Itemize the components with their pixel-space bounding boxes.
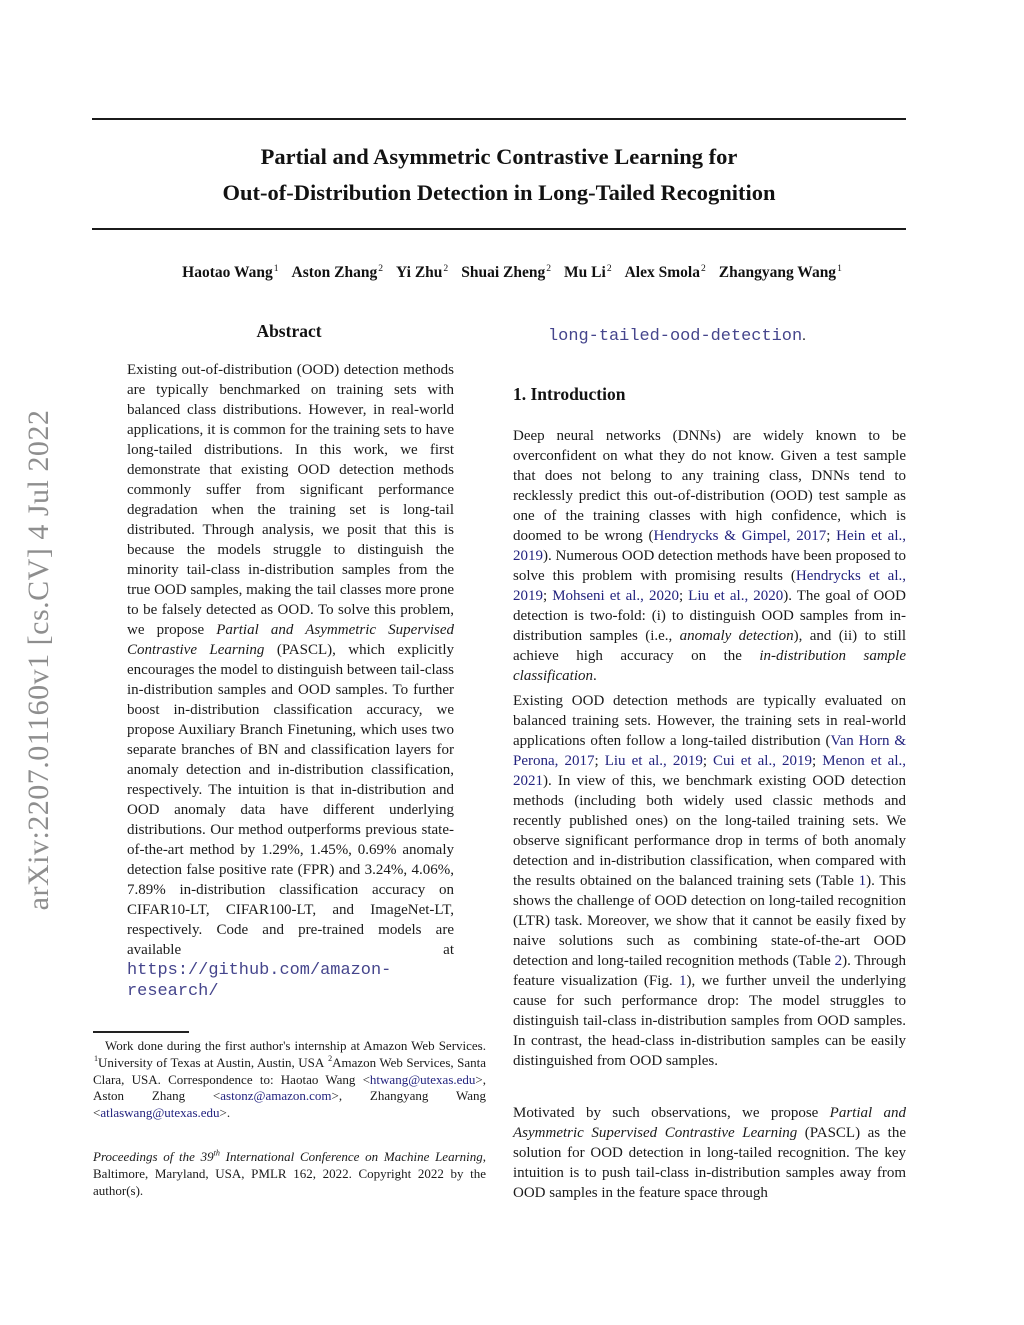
text-segment: 2 (328, 1054, 333, 1064)
inline-link[interactable]: Liu et al., 2019 (604, 753, 703, 769)
text-segment: International Conference on Machine Learning (219, 1149, 483, 1164)
inline-link[interactable]: htwang@utexas.edu (369, 1071, 476, 1087)
text-segment: ). Through feature visualization (Fig. (513, 953, 906, 989)
text-segment: ; (678, 588, 689, 604)
text-segment: ), we further unveil the underlying cause for such performance drop: The model struggles to distinguish tail-class in-distribution samples from OOD samples. In contrast, the head-class in-distribution samples can be easily distinguished from OOD samples. (513, 973, 906, 1069)
text-segment: Alex Smola (624, 264, 700, 281)
repo-url-continuation (548, 327, 806, 346)
text-segment: ), and (ii) to still achieve high accuracy on the (513, 628, 906, 664)
text-segment: Motivated by such observations, we propose (513, 1105, 830, 1121)
text-segment: Proceedings of the 39 (93, 1149, 214, 1164)
text-segment: Partial and Asymmetric Supervised Contrastive Learning (127, 622, 455, 658)
text-segment: . (593, 668, 597, 684)
paper-title (92, 139, 906, 211)
introduction-heading: 1. Introduction (513, 384, 626, 404)
text-segment: ; (812, 753, 823, 769)
text-segment: 2 (700, 262, 706, 274)
paper-title-line1: Partial and Asymmetric Contrastive Learning for (260, 144, 738, 169)
text-segment: Yi Zhu (396, 264, 443, 281)
text-segment: ; (594, 753, 605, 769)
inline-link[interactable]: Hendrycks et al., 2019 (513, 568, 906, 604)
text-segment: Existing out-of-distribution (OOD) detection methods are typically benchmarked on training sets with balanced class distributions. However, in real-world applications, it is common for the training sets to have long-tailed distributions. In this work, we first demonstrate that existing OOD detection methods commonly suffer from significant performance degradation when the training set is long-tail distributed. Through analysis, we posit that this is because the models struggle to distinguish the minority tail-class in-distribution samples from the true OOD samples, making the tail classes more prone to be falsely detected as OOD. To solve this problem, we propose (127, 362, 454, 638)
text-segment: Haotao Wang (182, 264, 273, 281)
text-segment: ). In view of this, we benchmark existing OOD detection methods (including both widely used classic methods and recently published ones) on the long-tailed training sets. We observe significant performance drop in terms of both anomaly detection and in-distribution classification, when compared with the results obtained on the balanced training sets (Table (513, 773, 906, 889)
inline-link[interactable]: 1 (858, 873, 867, 889)
inline-link[interactable]: astonz@amazon.com (220, 1088, 332, 1104)
paper-title-line2: Out-of-Distribution Detection in Long-Tailed Recognition (222, 180, 776, 205)
text-segment: 1 (837, 262, 842, 274)
proceedings-text (93, 1149, 486, 1199)
text-segment: in-distribution sample classification (513, 648, 907, 684)
intro-paragraph-3 (513, 1103, 906, 1203)
header-rule-bottom (92, 228, 906, 230)
intro-paragraph-1 (513, 426, 906, 686)
inline-link[interactable]: 1 (679, 973, 687, 989)
text-segment: >, Zhangyang Wang < (93, 1088, 486, 1121)
inline-link[interactable]: Liu et al., 2020 (688, 588, 784, 604)
text-segment: . (802, 328, 806, 344)
text-segment: ; (826, 528, 837, 544)
text-segment: Aston Zhang (291, 264, 378, 281)
text-segment: Zhangyang Wang (718, 264, 837, 281)
intro-paragraph-2 (513, 691, 906, 1071)
text-segment: 1 (273, 262, 279, 274)
text-segment: 2 (606, 262, 612, 274)
text-segment: >, Aston Zhang < (93, 1071, 486, 1104)
url-link[interactable]: https://github.com/amazon-research/ (127, 961, 392, 1001)
text-segment: ). This shows the challenge of OOD detection on long-tailed recognition (LTR) task. Moreover, we show that it cannot be easily fixed by naive solutions such as combining state-of-the-art OOD detection and long-tailed recognition methods (Table (513, 873, 906, 969)
text-segment: ). The goal of OOD detection is two-fold: (i) to distinguish OOD samples from in-distribution samples (i.e., (513, 588, 906, 644)
abstract-text (127, 360, 454, 1002)
inline-link[interactable]: Menon et al., 2021 (513, 753, 906, 789)
footnote-rule (93, 1031, 189, 1033)
text-segment: Existing OOD detection methods are typically evaluated on balanced training sets. However, the training sets in real-world applications often follow a long-tailed distribution ( (513, 693, 906, 749)
inline-link[interactable]: Mohseni et al., 2020 (552, 588, 679, 604)
text-segment: Shuai Zheng (461, 264, 546, 281)
text-segment: ; (543, 588, 553, 604)
abstract-heading: Abstract (256, 321, 322, 341)
inline-link[interactable]: Cui et al., 2019 (713, 753, 813, 769)
inline-link[interactable]: 2 (834, 953, 843, 969)
text-segment: Partial and Asymmetric Supervised Contrastive Learning (513, 1105, 907, 1141)
inline-link[interactable]: Hein et al., 2019 (513, 528, 906, 564)
url-link[interactable]: long-tailed-ood-detection (548, 327, 803, 346)
inline-link[interactable]: atlaswang@utexas.edu (100, 1105, 220, 1121)
text-segment: , Baltimore, Maryland, USA, PMLR 162, 2022. Copyright 2022 by the author(s). (93, 1149, 486, 1198)
text-segment: ). Numerous OOD detection methods have been proposed to solve this problem with promising results ( (513, 548, 906, 584)
text-segment: Work done during the first author's internship at Amazon Web Services. (105, 1038, 486, 1053)
text-segment: (PASCL) as the solution for OOD detection in long-tailed recognition. The key intuition is to push tail-class in-distribution samples away from OOD samples in the feature space through (513, 1125, 906, 1201)
text-segment: th (213, 1148, 220, 1158)
text-segment: 1 (94, 1054, 99, 1064)
text-segment: 2 (443, 262, 449, 274)
text-segment: Mu Li (564, 264, 606, 281)
text-segment: ; (702, 753, 714, 769)
arxiv-stamp: arXiv:2207.01160v1 [cs.CV] 4 Jul 2022 (22, 409, 55, 911)
text-segment: anomaly detection (679, 628, 794, 644)
footnote-text (93, 1038, 486, 1122)
text-segment: 2 (546, 262, 552, 274)
text-segment: Amazon Web Services, Santa Clara, USA. Correspondence to: Haotao Wang < (93, 1054, 486, 1087)
text-segment: >. (219, 1105, 231, 1121)
text-segment: University of Texas at Austin, Austin, USA (98, 1054, 328, 1070)
text-segment: Deep neural networks (DNNs) are widely known to be overconfident on what they do not know. Given a test sample that does not belong to any training class, DNNs tend to recklessly predict this out-of-distribution (OOD) test sample as one of the training classes with high confidence, which is doomed to be wrong ( (513, 428, 906, 544)
inline-link[interactable]: Hendrycks & Gimpel, 2017 (653, 528, 827, 544)
text-segment: 2 (378, 262, 384, 274)
authors-line (62, 264, 962, 282)
text-segment: (PASCL), which explicitly encourages the model to distinguish between tail-class in-distribution samples and OOD samples. To further boost in-distribution classification accuracy, we propose Auxiliary Branch Finetuning, which uses two separate branches of BN and classification layers for anomaly detection and in-distribution classification, respectively. The intuition is that in-distribution and OOD anomaly data have different underlying distributions. Our method outperforms previous state-of-the-art method by 1.29%, 1.45%, 0.69% anomaly detection false positive rate (FPR) and 3.24%, 4.06%, 7.89% in-distribution classification accuracy on CIFAR10-LT, CIFAR100-LT, and ImageNet-LT, respectively. Code and pre-trained models are available at (127, 642, 454, 958)
header-rule-top (92, 118, 906, 120)
inline-link[interactable]: Van Horn & Perona, 2017 (513, 733, 906, 769)
